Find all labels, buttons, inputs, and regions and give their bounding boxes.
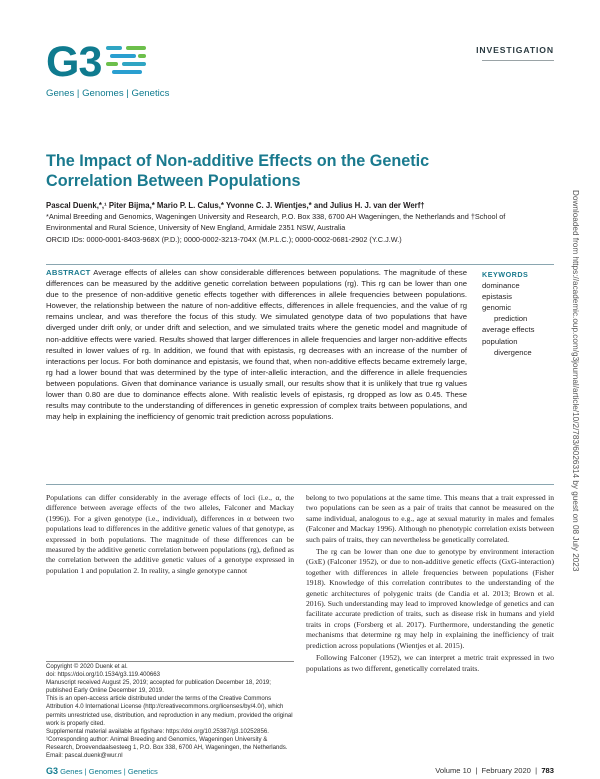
footnote-rule [46,661,294,662]
abstract-top-rule [46,264,554,265]
body-paragraph: The rg can be lower than one due to genotype by environment interaction (GxE) (Falconer 1952), or due to non-additive genetic effects (GxG-interaction) together with differences in allele frequencies between populations (Fisher 1918). Knowledge of this correlation contributes to the understanding of the genetic architectures of polygenic traits (de Candia et al. 2013; Brown et al. 2016). Such understanding may lead to improved knowledge of genetics and can facilitate accurate prediction of traits, such as disease risk in humans and yield traits in crops (Forsberg et al. 2017). Furthermore, understanding the genetic mechanisms that determine rg may help in explaining the inefficiency of trait prediction across populations (Wientjes et al. 2015). [306,547,554,650]
affiliations: *Animal Breeding and Genomics, Wageningen University and Research, P.O. Box 338, 6700 AH Wageningen, the Netherlands and †School of Environmental and Rural Science, University of New England, Armidale 2351 NSW, Australia [46,212,506,232]
logo-tagline: Genes | Genomes | Genetics [46,88,170,99]
keywords-box [482,269,554,358]
keyword-item: genomic [482,303,512,313]
footnotes [46,663,294,760]
page-number: 783 [541,766,554,775]
doi-link[interactable]: doi: https://doi.org/10.1534/g3.119.400663 [46,671,161,679]
keyword-item: epistasis [482,292,512,302]
copyright-note: Copyright © 2020 Duenk et al. [46,663,128,670]
footer-issue-info: Volume 10 | February 2020 | 783 [435,766,554,775]
article-title: The Impact of Non-additive Effects on the Genetic Correlation Between Populations [46,152,430,190]
orcid-ids: ORCID IDs: 0000-0001-8403-968X (P.D.); 0000-0002-3213-704X (M.P.L.C.); 0000-0002-0681-2902 (Y.C.J.W.) [46,235,402,244]
keyword-item: population [482,336,518,346]
download-watermark [567,190,583,620]
download-note: Downloaded from https://academic.oup.com/g3journal/article/10/2/783/6026314 by guest on 08 July 2023 [571,190,580,572]
keyword-item: dominance [482,281,520,291]
keywords-label: KEYWORDS [482,270,529,279]
body-paragraph: Following Falconer (1952), we can interpret a metric trait expressed in two populations as two different, genetically correlated traits. [306,653,554,673]
abstract [46,267,467,422]
footer-volume: Volume 10 [435,766,472,775]
footer-tagline: Genes | Genomes | Genetics [60,767,158,776]
journal-logo [46,38,170,102]
abstract-label: ABSTRACT [46,268,91,277]
body-column-right [306,493,554,674]
body-column-left [46,493,294,576]
supplemental-link[interactable]: Supplemental material available at figshare: https://doi.org/10.25387/g3.10252856. [46,727,269,735]
section-label: INVESTIGATION [476,45,554,55]
keyword-item: prediction [494,314,528,324]
footer-issue: February 2020 [481,766,531,775]
keyword-item: average effects [482,325,535,335]
abstract-bottom-rule [46,484,554,485]
footer-logo-mark: G3 [46,766,59,776]
keyword-item: divergence [494,347,532,357]
body-paragraph: belong to two populations at the same time. This means that a trait expressed in two populations can be seen as a pair of traits that cannot be measured on the same individual, analogous to e.g., age at sexual maturity in males and females (Falconer and Mackay 1996). Although no phenotypic correlation exists between such pairs of traits, they can nevertheless be genetically correlated. [306,493,554,544]
abstract-text: Average effects of alleles can show considerable differences between populations. The magnitude of these differences can be measured by the additive genetic correlation between populations (rg). This rg can be lower than one due to the presence of non-additive genetic effects together with differences in allele frequencies between populations. However, the relationship between the nature of non-additive effects, differences in allele frequencies, and the value of rg remains unclear, and was therefore the focus of this study. We simulated genotype data of two populations that have diverged under drift only, or under drift and selection, and we simulated traits where the genetic model and magnitude of non-additive effects were varied. Results showed that larger differences in allele frequencies and larger non-additive effects resulted in lower values of rg. In addition, we found that with epistasis, rg decreases with an increase of the number of interactions per locus. For both dominance and epistasis, we found that, when non-additive effects became extremely large, rg had a lower bound that was determined by the type of inter-allelic interaction, and the difference in allele frequencies between populations. Given that dominance variance is usually small, our results show that it is unlikely that true rg values lower than 0.80 are due to dominance effects alone. With realistic levels of epistasis, rg dropped as low as 0.45. These results may contribute to the understanding of differences in genetic expression of complex traits between populations, and may help in explaining the inefficiency of genomic trait prediction across populations. [46,268,467,422]
logo-bars-icon [106,46,148,80]
license-note: This is an open-access article distributed under the terms of the Creative Commons Attribution 4.0 International License (http://creativecommons.org/licenses/by/4.0/), which permits unrestricted use, distribution, and reproduction in any medium, provided the original work is properly cited. [46,695,293,727]
section-rule [482,60,554,61]
received-note: Manuscript received August 25, 2019; accepted for publication December 18, 2019; published Early Online December 19, 2019. [46,679,271,695]
corresponding-author: ¹Corresponding author: Animal Breeding and Genomics, Wageningen University & Research, Droevendaalsesteeg 1, P.O. Box 338, 6700 AH, Wageningen, the Netherlands. Email: pascal.duenk@wur.nl [46,735,288,760]
footer-logo [46,766,158,776]
body-paragraph: Populations can differ considerably in the average effects of loci (i.e., α, the difference between average effects of the two alleles, Falconer and Mackay (1996)). For a given genotype (i.e., individual), differences in α between two populations lead to differences in the additive genetic values of that genotype, as expressed in both populations. The magnitude of these differences can be measured by the additive genetic correlation between populations (rg), defined as the correlation between the additive genetic values of a genotype expressed in population 1 and population 2. In reality, a single genotype cannot [46,493,294,575]
author-list: Pascal Duenk,*,¹ Piter Bijma,* Mario P. L. Calus,* Yvonne C. J. Wientjes,* and Julius H. J. van der Werf† [46,201,425,210]
logo-mark: G3 [46,38,102,86]
